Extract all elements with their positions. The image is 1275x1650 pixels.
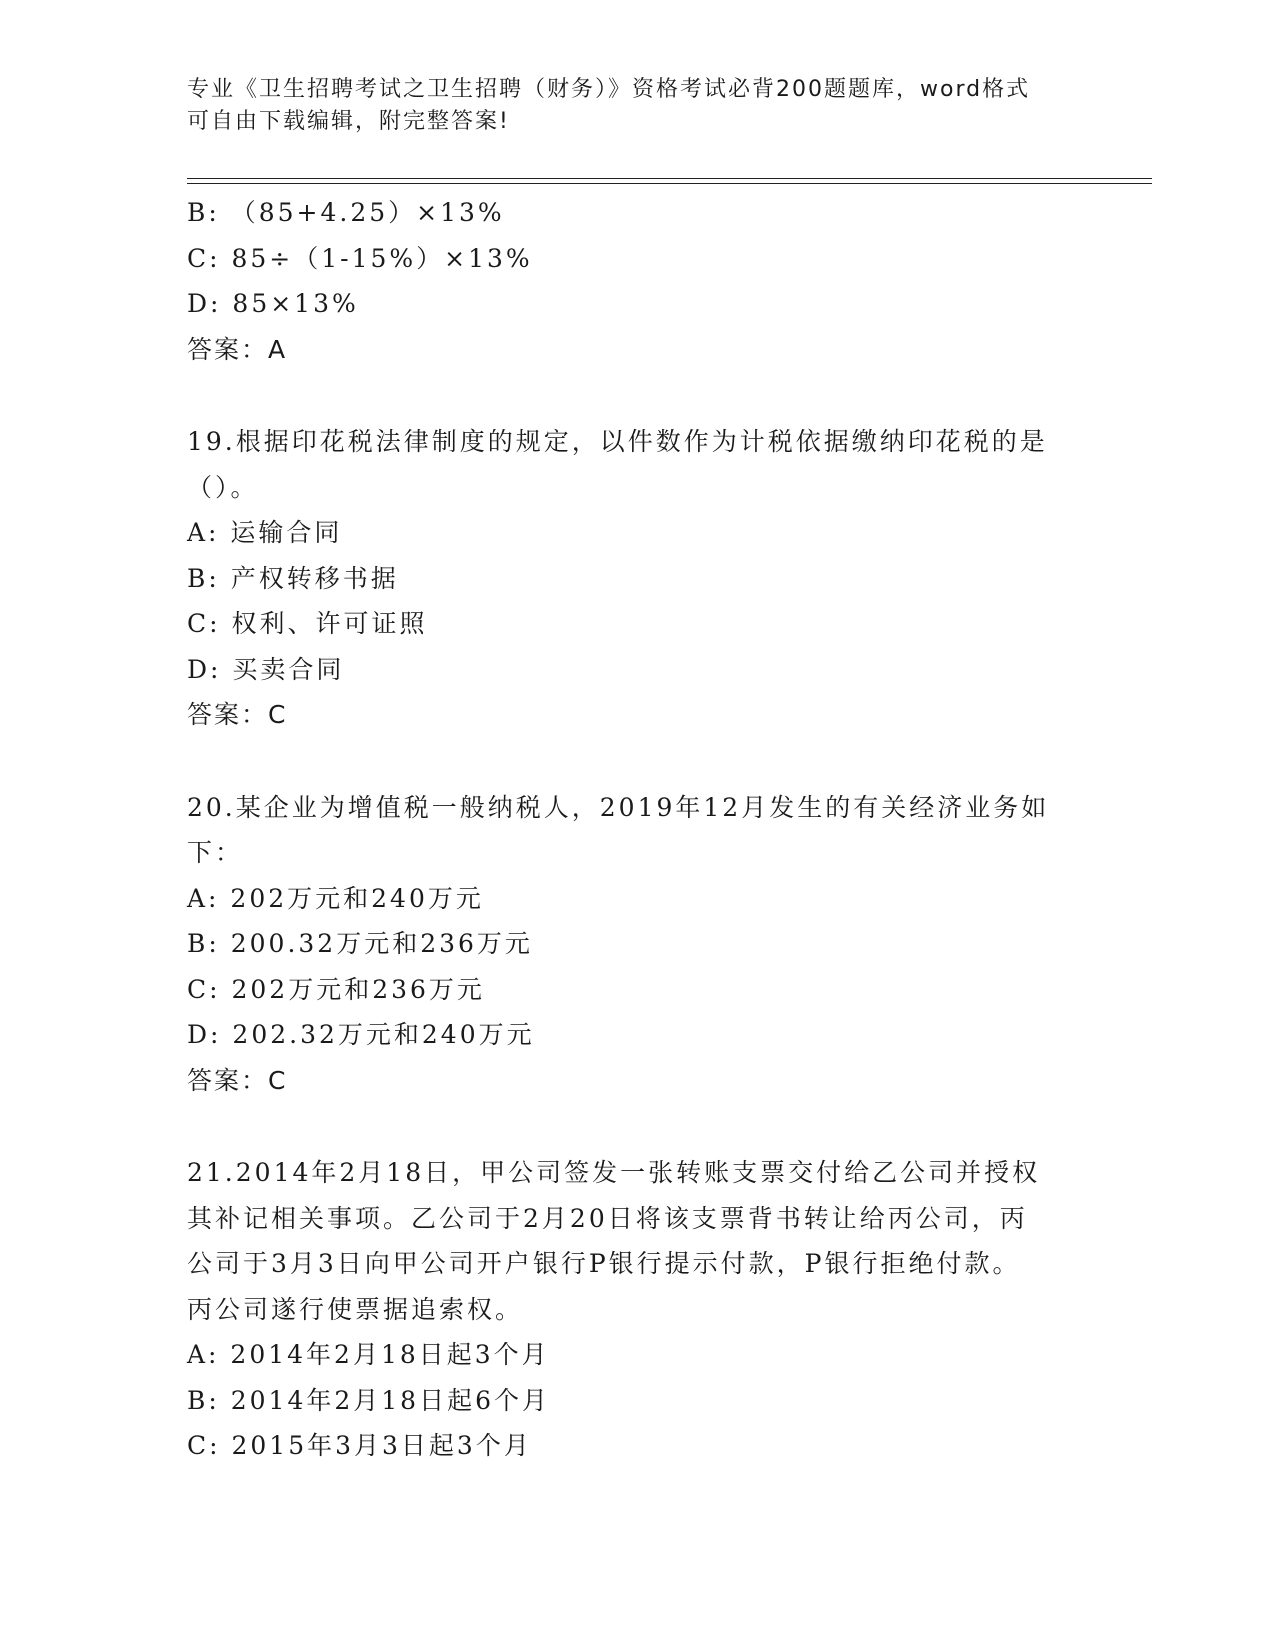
- question-stem: 丙公司遂行使票据追索权。: [187, 1294, 524, 1324]
- question-21: [187, 1150, 1087, 1469]
- spacer: [187, 738, 1087, 785]
- option-c: C: 权利、许可证照: [187, 609, 428, 638]
- answer: 答案：A: [187, 334, 288, 364]
- question-stem: 其补记相关事项。乙公司于2月20日将该支票背书转让给丙公司，丙: [187, 1203, 1028, 1233]
- question-19: [187, 419, 1087, 738]
- question-stem: （）。: [187, 472, 259, 502]
- option-b: B: 200.32万元和236万元: [187, 929, 533, 958]
- option-c: C: 85÷（1-15%）×13%: [187, 243, 533, 273]
- option-d: D: 85×13%: [187, 289, 359, 318]
- option-a: A: 2014年2月18日起3个月: [187, 1340, 550, 1369]
- option-b: B: 产权转移书据: [187, 563, 399, 593]
- option-a: A: 运输合同: [187, 518, 343, 547]
- option-c: C: 2015年3月3日起3个月: [187, 1431, 532, 1460]
- spacer: [187, 1103, 1087, 1150]
- option-a: A: 202万元和240万元: [187, 883, 484, 913]
- question-stem: 20.某企业为增值税一般纳税人，2019年12月发生的有关经济业务如: [187, 792, 1050, 822]
- answer: 答案：C: [187, 1065, 288, 1095]
- question-stem: 下：: [187, 838, 244, 867]
- spacer: [187, 372, 1087, 419]
- option-d: D: 买卖合同: [187, 654, 345, 684]
- option-c: C: 202万元和236万元: [187, 974, 485, 1004]
- question-18-tail: [187, 190, 1087, 372]
- header-line-2: 可自由下载编辑，附完整答案!: [187, 109, 510, 134]
- question-stem: 21.2014年2月18日，甲公司签发一张转账支票交付给乙公司并授权: [187, 1158, 1041, 1187]
- header-divider-bottom: [187, 183, 1152, 184]
- option-b: B: （85+4.25）×13%: [187, 198, 505, 227]
- option-b: B: 2014年2月18日起6个月: [187, 1385, 550, 1415]
- page-header: [187, 74, 1087, 138]
- question-stem: 公司于3月3日向甲公司开户银行P银行提示付款，P银行拒绝付款。: [187, 1249, 1021, 1278]
- header-line-1: 专业《卫生招聘考试之卫生招聘（财务）》资格考试必背200题题库，word格式: [187, 77, 1031, 102]
- question-list: [187, 190, 1087, 1469]
- answer: 答案：C: [187, 700, 288, 729]
- option-d: D: 202.32万元和240万元: [187, 1020, 535, 1049]
- header-divider-top: [187, 178, 1152, 179]
- question-stem: 19.根据印花税法律制度的规定，以件数作为计税依据缴纳印花税的是: [187, 427, 1048, 456]
- question-20: [187, 785, 1087, 1104]
